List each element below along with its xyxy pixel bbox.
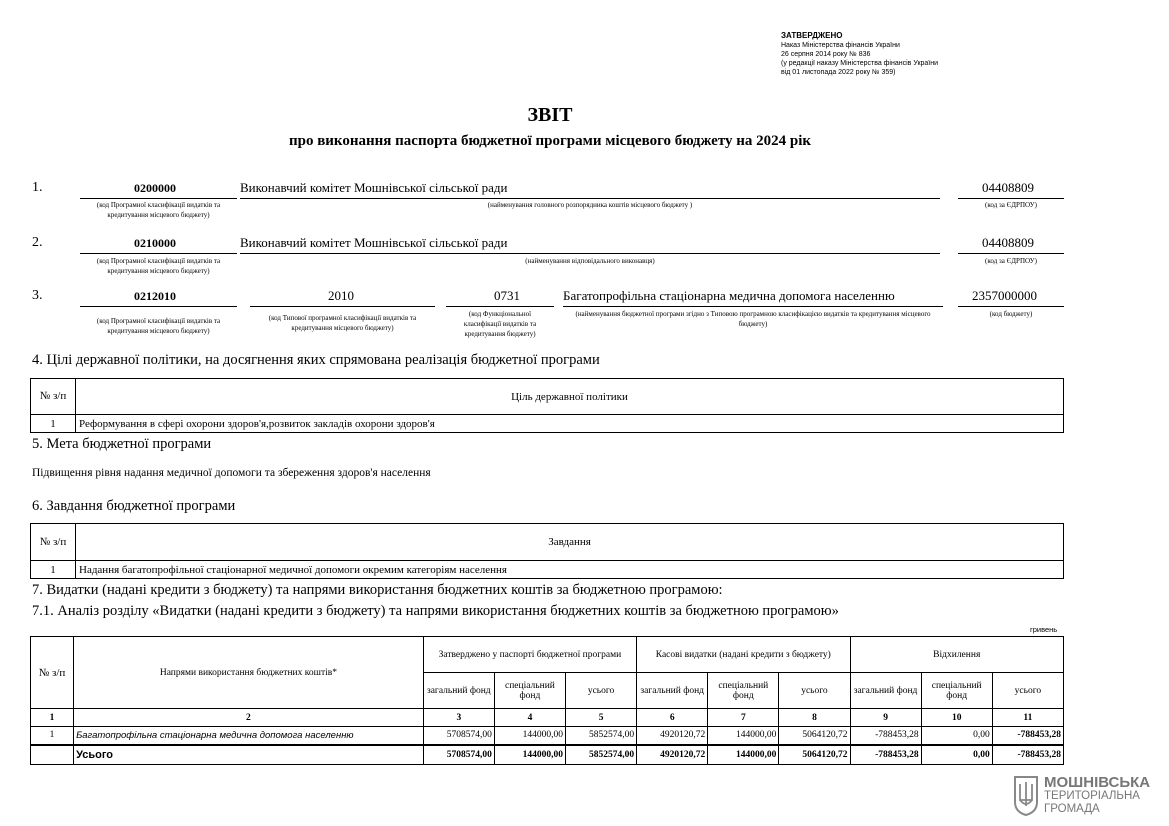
approved-special: 144000,00 bbox=[494, 727, 565, 745]
row3-code-caption: (код Програмної класифікації видатків та кредитування місцевого бюджету) bbox=[96, 317, 221, 335]
row1-name-underline bbox=[240, 198, 940, 199]
total-cash-general: 4920120,72 bbox=[637, 745, 708, 765]
section71-heading: 7.1. Аналіз розділу «Видатки (надані кредити з бюджету) та напрями використання бюджетних коштів за бюджетною програмою» bbox=[32, 603, 839, 619]
row1-edrpou-caption: (код за ЄДРПОУ) bbox=[985, 201, 1037, 209]
row3-func-underline bbox=[446, 306, 554, 307]
row3-budget-caption: (код бюджету) bbox=[989, 310, 1033, 318]
row3-budget-code: 2357000000 bbox=[972, 288, 1037, 303]
section4-heading: 4. Цілі державної політики, на досягнення яких спрямована реалізація бюджетної програми bbox=[32, 352, 600, 368]
approval-line: (у редакції наказу Міністерства фінансів України bbox=[781, 60, 939, 67]
report-subtitle: про виконання паспорта бюджетної програми місцевого бюджету на 2024 рік bbox=[288, 133, 812, 149]
row1-program-code: 0200000 bbox=[134, 181, 176, 195]
unit-label: гривень bbox=[1030, 625, 1058, 634]
sub-special-fund: спеціальний фонд bbox=[494, 673, 565, 709]
row3-typical-code: 2010 bbox=[328, 288, 354, 303]
report-title: ЗВІТ bbox=[527, 104, 573, 126]
section6-heading: 6. Завдання бюджетної програми bbox=[32, 498, 236, 514]
col-number: 4 bbox=[494, 709, 565, 727]
table-row bbox=[31, 561, 1064, 579]
sub-general-fund: загальний фонд bbox=[850, 673, 921, 709]
table-row bbox=[31, 415, 1064, 433]
total-row bbox=[31, 745, 1064, 765]
sub-total: усього bbox=[566, 673, 637, 709]
row3-code-underline bbox=[80, 306, 237, 307]
cash-special: 144000,00 bbox=[708, 727, 779, 745]
col-number: 7 bbox=[708, 709, 779, 727]
group-cash-header: Касові видатки (надані кредити з бюджету) bbox=[637, 637, 850, 673]
row2-edrpou-caption: (код за ЄДРПОУ) bbox=[985, 257, 1037, 265]
section5-heading: 5. Мета бюджетної програми bbox=[32, 436, 212, 452]
direction-text: Багатопрофільна стаціонарна медична допомога населенню bbox=[74, 727, 424, 745]
section5-text: Підвищення рівня надання медичної допомоги та збереження здоров'я населення bbox=[32, 467, 431, 479]
cash-total: 5064120,72 bbox=[779, 727, 850, 745]
row3-typical-caption: (код Типової програмної класифікації видатків та кредитування місцевого бюджету) bbox=[268, 314, 417, 332]
col-number: 10 bbox=[921, 709, 992, 727]
sub-special-fund: спеціальний фонд bbox=[708, 673, 779, 709]
section7-heading: 7. Видатки (надані кредити з бюджету) та напрями використання бюджетних коштів за бюджетною програмою: bbox=[32, 582, 723, 598]
sub-general-fund: загальний фонд bbox=[637, 673, 708, 709]
total-label: Усього bbox=[74, 745, 424, 765]
deviation-special: 0,00 bbox=[921, 727, 992, 745]
col-number: 8 bbox=[779, 709, 850, 727]
row3-number: 3. bbox=[32, 288, 43, 303]
col-goal-header: Ціль державної політики bbox=[76, 379, 1064, 415]
row2-name-underline bbox=[240, 253, 940, 254]
row1-code-caption: (код Програмної класифікації видатків та кредитування місцевого бюджету) bbox=[96, 201, 221, 219]
approval-block bbox=[781, 31, 938, 77]
col-number-header: № з/п bbox=[31, 524, 76, 561]
logo-line3: ГРОМАДА bbox=[1044, 803, 1100, 815]
col-number: 9 bbox=[850, 709, 921, 727]
col-number: 5 bbox=[566, 709, 637, 727]
total-deviation-general: -788453,28 bbox=[850, 745, 921, 765]
approval-title: ЗАТВЕРДЖЕНО bbox=[781, 31, 843, 40]
row2-name-caption: (найменування відповідального виконавця) bbox=[525, 257, 655, 265]
row2-program-code: 0210000 bbox=[134, 236, 176, 250]
group-deviation-header: Відхилення bbox=[850, 637, 1064, 673]
row1-edrpou: 04408809 bbox=[982, 180, 1034, 195]
total-deviation-total: -788453,28 bbox=[992, 745, 1063, 765]
row-number: 1 bbox=[31, 415, 76, 433]
row2-edrpou-underline bbox=[958, 253, 1064, 254]
row1-code-underline bbox=[80, 198, 237, 199]
community-logo bbox=[1012, 774, 1162, 818]
row3-program-code: 0212010 bbox=[134, 289, 176, 303]
approved-general: 5708574,00 bbox=[423, 727, 494, 745]
total-cash-special: 144000,00 bbox=[708, 745, 779, 765]
row3-program-name: Багатопрофільна стаціонарна медична допомога населенню bbox=[563, 288, 895, 303]
row3-budget-underline bbox=[958, 306, 1064, 307]
row1-name: Виконавчий комітет Мошнівської сільської ради bbox=[240, 180, 508, 195]
approval-line: Наказ Міністерства фінансів України bbox=[781, 42, 900, 49]
col-number: 1 bbox=[31, 709, 74, 727]
total-cash-total: 5064120,72 bbox=[779, 745, 850, 765]
sub-general-fund: загальний фонд bbox=[423, 673, 494, 709]
sub-special-fund: спеціальний фонд bbox=[921, 673, 992, 709]
sub-total: усього bbox=[992, 673, 1063, 709]
row3-typical-underline bbox=[250, 306, 435, 307]
row3-name-caption: (найменування бюджетної програми згідно з Типовою програмною класифікацією видатків та кредитування місцевого бюджету) bbox=[575, 310, 931, 328]
logo-line1: МОШНІВСЬКА bbox=[1044, 774, 1151, 791]
total-approved-special: 144000,00 bbox=[494, 745, 565, 765]
row2-name: Виконавчий комітет Мошнівської сільської ради bbox=[240, 235, 508, 250]
group-approved-header: Затверджено у паспорті бюджетної програми bbox=[423, 637, 636, 673]
col-number: 3 bbox=[423, 709, 494, 727]
table-row bbox=[31, 727, 1064, 745]
col-task-header: Завдання bbox=[76, 524, 1064, 561]
row3-func-caption: (код Функціональної класифікації видатків та кредитування бюджету) bbox=[463, 310, 537, 338]
total-deviation-special: 0,00 bbox=[921, 745, 992, 765]
row3-functional-code: 0731 bbox=[494, 288, 520, 303]
approval-line: 26 серпня 2014 року № 836 bbox=[781, 51, 871, 58]
deviation-general: -788453,28 bbox=[850, 727, 921, 745]
col-number: 2 bbox=[74, 709, 424, 727]
row2-number: 2. bbox=[32, 235, 43, 250]
row1-edrpou-underline bbox=[958, 198, 1064, 199]
row1-number: 1. bbox=[32, 180, 43, 195]
row3-name-underline bbox=[563, 306, 943, 307]
col-number: 6 bbox=[637, 709, 708, 727]
task-text: Надання багатопрофільної стаціонарної медичної допомоги окремим категоріям населення bbox=[76, 561, 1064, 579]
total-approved-general: 5708574,00 bbox=[423, 745, 494, 765]
sub-total: усього bbox=[779, 673, 850, 709]
col-number: 11 bbox=[992, 709, 1063, 727]
col-number-header: № з/п bbox=[31, 379, 76, 415]
total-approved-total: 5852574,00 bbox=[566, 745, 637, 765]
goal-text: Реформування в сфері охорони здоров'я,розвиток закладів охорони здоров'я bbox=[76, 415, 1064, 433]
row1-name-caption: (найменування головного розпорядника коштів місцевого бюджету ) bbox=[487, 201, 693, 209]
row2-edrpou: 04408809 bbox=[982, 235, 1034, 250]
approval-line: від 01 листопада 2022 року № 359) bbox=[781, 69, 896, 76]
col-number-header: № з/п bbox=[31, 637, 74, 709]
row2-code-underline bbox=[80, 253, 237, 254]
col-direction-header: Напрями використання бюджетних коштів* bbox=[74, 637, 424, 709]
row-number: 1 bbox=[31, 561, 76, 579]
tasks-table bbox=[30, 523, 1064, 579]
policy-goals-table bbox=[30, 378, 1064, 433]
logo-line2: ТЕРИТОРІАЛЬНА bbox=[1044, 790, 1140, 802]
row-number: 1 bbox=[31, 727, 74, 745]
total-empty-cell bbox=[31, 745, 74, 765]
expenditure-table bbox=[30, 636, 1064, 765]
trident-icon bbox=[1012, 774, 1040, 816]
column-numbers-row bbox=[31, 709, 1064, 727]
deviation-total: -788453,28 bbox=[992, 727, 1063, 745]
cash-general: 4920120,72 bbox=[637, 727, 708, 745]
row2-code-caption: (код Програмної класифікації видатків та кредитування місцевого бюджету) bbox=[96, 257, 221, 275]
approved-total: 5852574,00 bbox=[566, 727, 637, 745]
